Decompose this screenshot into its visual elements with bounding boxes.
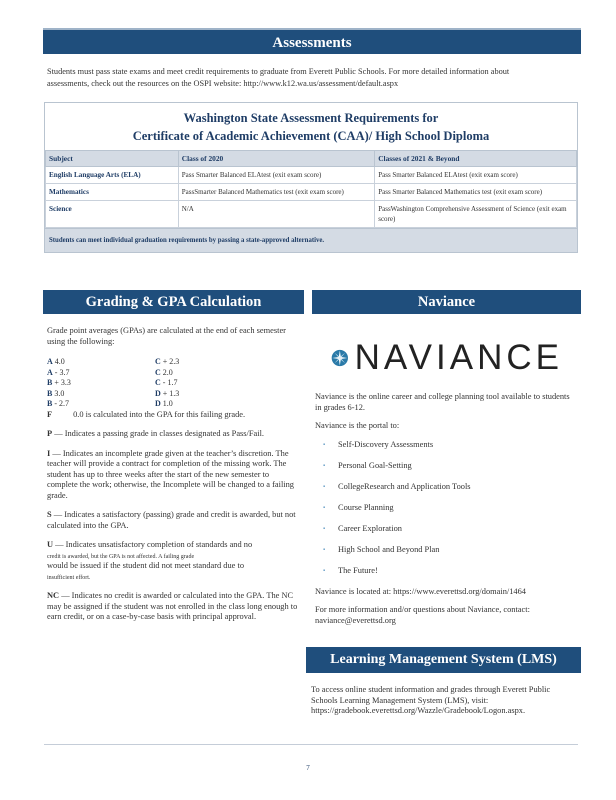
- table-cell-subject: English Language Arts (ELA): [46, 167, 179, 184]
- list-item: ▪ High School and Beyond Plan: [315, 545, 577, 556]
- list-item: ▪ CollegeResearch and Application Tools: [315, 482, 577, 493]
- table-cell: Pass Smarter Balanced Mathematics test (exit exam score): [375, 184, 577, 201]
- grade-item: B - 2.7: [47, 399, 70, 408]
- assessments-header: Assessments: [43, 28, 581, 54]
- list-item: ▪ Self-Discovery Assessments: [315, 440, 577, 451]
- grade-item: B 3.0: [47, 388, 65, 398]
- footer-divider: [44, 744, 578, 745]
- table-cell: PassWashington Comprehensive Assessment of Science (exit exam score): [375, 201, 577, 228]
- list-item: ▪ The Future!: [315, 566, 577, 577]
- naviance-contact[interactable]: For more information and/or questions about Naviance, contact: naviance@everettsd.org: [315, 605, 530, 625]
- page-number: 7: [306, 764, 310, 772]
- bullet-icon: ▪: [323, 441, 326, 448]
- naviance-desc: Naviance is the online career and college planning tool available to students in grades 6-12.: [315, 392, 570, 412]
- grading-intro: Grade point averages (GPAs) are calculated at the end of each semester using the following:: [47, 326, 286, 346]
- grade-f: F 0.0 is calculated into the GPA for this failing grade.: [47, 409, 246, 419]
- bullet-icon: ▪: [323, 504, 326, 511]
- requirements-table: [45, 150, 577, 228]
- grade-item: A 4.0: [47, 357, 65, 366]
- list-item: ▪ Personal Goal-Setting: [315, 461, 577, 472]
- grading-header: Grading & GPA Calculation: [43, 290, 304, 314]
- table-cell-subject: Science: [46, 201, 179, 228]
- grade-item: C - 1.7: [155, 378, 178, 387]
- naviance-header: Naviance: [312, 290, 581, 314]
- table-header-row: [46, 151, 577, 167]
- grade-p: P — Indicates a passing grade in classes designated as Pass/Fail.: [47, 429, 265, 438]
- table-cell: N/A: [178, 201, 374, 228]
- grade-item: D + 1.3: [155, 388, 180, 398]
- bullet-icon: ▪: [323, 567, 326, 574]
- list-item: ▪ Course Planning: [315, 503, 577, 514]
- grade-item: C 2.0: [155, 367, 173, 377]
- bullet-icon: ▪: [323, 525, 326, 532]
- column-header-subject: Subject: [46, 151, 179, 167]
- table-title-line1: Washington State Assessment Requirements for: [183, 111, 439, 125]
- bullet-icon: ▪: [323, 546, 326, 553]
- naviance-portal-intro: Naviance is the portal to:: [315, 421, 400, 430]
- grade-nc: NC — Indicates no credit is awarded or calculated into the GPA. The NC may be assigned if the student was not enrolled in the class long enough to earn credit, or on a case-by-case basis with principal approval.: [47, 591, 298, 621]
- naviance-portal-list: [315, 440, 577, 577]
- column-header-2020: Class of 2020: [178, 151, 374, 167]
- compass-star-icon: [331, 332, 349, 384]
- naviance-logo-text: NAVIANCE: [354, 338, 563, 377]
- grade-s: S — Indicates a satisfactory (passing) grade and credit is awarded, but not calculated into the GPA.: [47, 510, 296, 530]
- table-title-line2: Certificate of Academic Achievement (CAA)/ High School Diploma: [132, 129, 490, 143]
- grade-item: C + 2.3: [155, 357, 180, 366]
- table-footnote: Students can meet individual graduation requirements by passing a state-approved alternative.: [45, 228, 577, 252]
- bullet-icon: ▪: [323, 462, 326, 469]
- assessments-intro: Students must pass state exams and meet credit requirements to graduate from Everett Public Schools. For more detailed information about assessments, check out the resources on the OSPI website: http://www.k12.wa.us/assessment/default.aspx: [47, 67, 510, 88]
- naviance-logo: [331, 334, 563, 382]
- grade-item: D 1.0: [155, 399, 173, 408]
- list-item: ▪ Career Exploration: [315, 524, 577, 535]
- lms-header: Learning Management System (LMS): [306, 647, 581, 673]
- table-cell-subject: Mathematics: [46, 184, 179, 201]
- naviance-location[interactable]: Naviance is located at: https://www.everettsd.org/domain/1464: [315, 586, 526, 596]
- table-row: [46, 167, 577, 184]
- table-row: [46, 184, 577, 201]
- table-cell: Pass Smarter Balanced ELAtest (exit exam score): [375, 167, 577, 184]
- grade-item: B + 3.3: [47, 378, 71, 387]
- grade-u: U — Indicates unsatisfactory completion of standards and no credit is awarded, but the GPA is not affected. A failing grade would be issued if the student did not meet standard due to insufficient effort.: [47, 540, 253, 581]
- lms-text[interactable]: To access online student information and grades through Everett Public Schools Learning Management System (LMS), visit: https://gradebook.everettsd.org/Wazzle/Gradebook/Logon.aspx.: [311, 685, 551, 715]
- table-cell: PassSmarter Balanced Mathematics test (exit exam score): [178, 184, 374, 201]
- grade-scale: [47, 357, 299, 410]
- bullet-icon: ▪: [323, 483, 326, 490]
- table-row: [46, 201, 577, 228]
- naviance-section: [315, 392, 577, 634]
- table-cell: Pass Smarter Balanced ELAtest (exit exam score): [178, 167, 374, 184]
- grade-i: I — Indicates an incomplete grade given at the teacher’s discretion. The teacher will provide a contract for completion of the missing work. The student has up to three weeks after the start of the new semester to complete the work; otherwise, the Incomplete will be changed to a failing grade.: [47, 448, 294, 500]
- assessment-table: [44, 102, 578, 253]
- grade-item: A - 3.7: [47, 367, 70, 377]
- grading-section: [47, 326, 299, 632]
- table-title: [45, 103, 577, 150]
- column-header-2021: Classes of 2021 & Beyond: [375, 151, 577, 167]
